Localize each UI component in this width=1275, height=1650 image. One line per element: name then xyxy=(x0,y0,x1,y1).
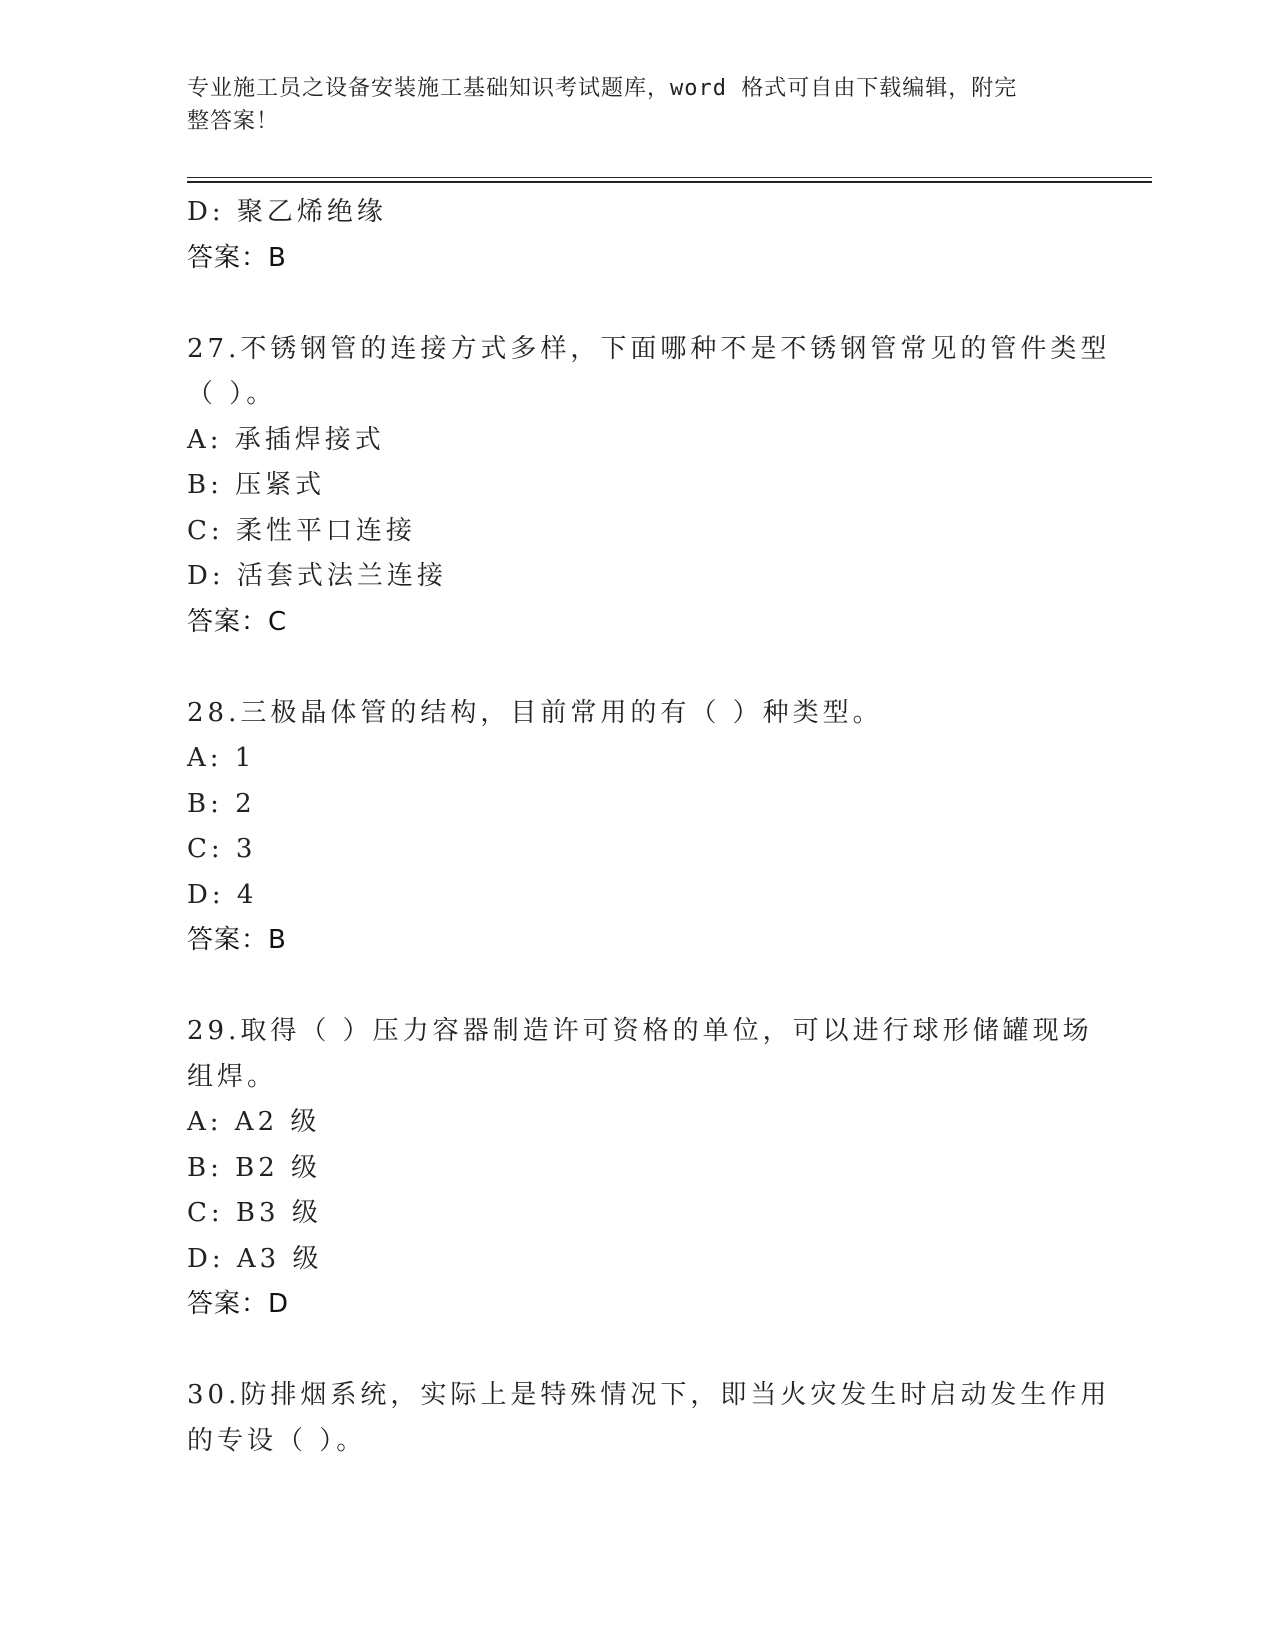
option-a: A: 承插焊接式 xyxy=(187,424,385,455)
option-b: B: 压紧式 xyxy=(187,470,326,500)
answer-line: 答案：C xyxy=(187,606,288,637)
question-stem-cont: （ ）。 xyxy=(187,379,277,409)
answer-line: 答案：B xyxy=(187,925,287,955)
answer-line: 答案：D xyxy=(187,1289,290,1319)
question-stem: 27.不锈钢管的连接方式多样，下面哪种不是不锈钢管常见的管件类型 xyxy=(187,333,1111,364)
page-header xyxy=(187,72,1067,138)
option-c: C: 柔性平口连接 xyxy=(187,515,416,546)
question-30 xyxy=(187,1373,1111,1464)
question-28 xyxy=(187,691,1087,964)
question-29 xyxy=(187,1009,1093,1328)
header-line-2: 整答案！ xyxy=(187,109,280,134)
option-a: A: A2 级 xyxy=(187,1107,321,1137)
header-divider-thin xyxy=(187,177,1152,178)
header-divider-thick xyxy=(187,181,1152,183)
question-stem: 28.三极晶体管的结构，目前常用的有（ ）种类型。 xyxy=(187,697,883,728)
question-stem: 30.防排烟系统，实际上是特殊情况下，即当火灾发生时启动发生作用 xyxy=(187,1380,1111,1410)
answer-line: 答案：B xyxy=(187,242,287,273)
option-d: D: A3 级 xyxy=(187,1243,323,1274)
header-line-1: 专业施工员之设备安装施工基础知识考试题库，word 格式可自由下载编辑，附完 xyxy=(187,76,1018,101)
question-26-tail xyxy=(187,190,1087,281)
option-a: A: 1 xyxy=(187,743,256,773)
question-stem-cont: 的专设（ ）。 xyxy=(187,1425,367,1456)
option-c: C: B3 级 xyxy=(187,1198,322,1228)
question-27 xyxy=(187,327,1111,646)
option-d: D: 4 xyxy=(187,879,258,910)
option-d: D: 活套式法兰连接 xyxy=(187,561,447,591)
option-c: C: 3 xyxy=(187,834,257,864)
question-stem: 29.取得（ ）压力容器制造许可资格的单位，可以进行球形储罐现场 xyxy=(187,1016,1093,1046)
question-list xyxy=(187,190,1111,1464)
option-b: B: B2 级 xyxy=(187,1152,322,1183)
question-stem-cont: 组焊。 xyxy=(187,1061,278,1092)
option-d: D: 聚乙烯绝缘 xyxy=(187,197,387,227)
option-b: B: 2 xyxy=(187,788,256,819)
